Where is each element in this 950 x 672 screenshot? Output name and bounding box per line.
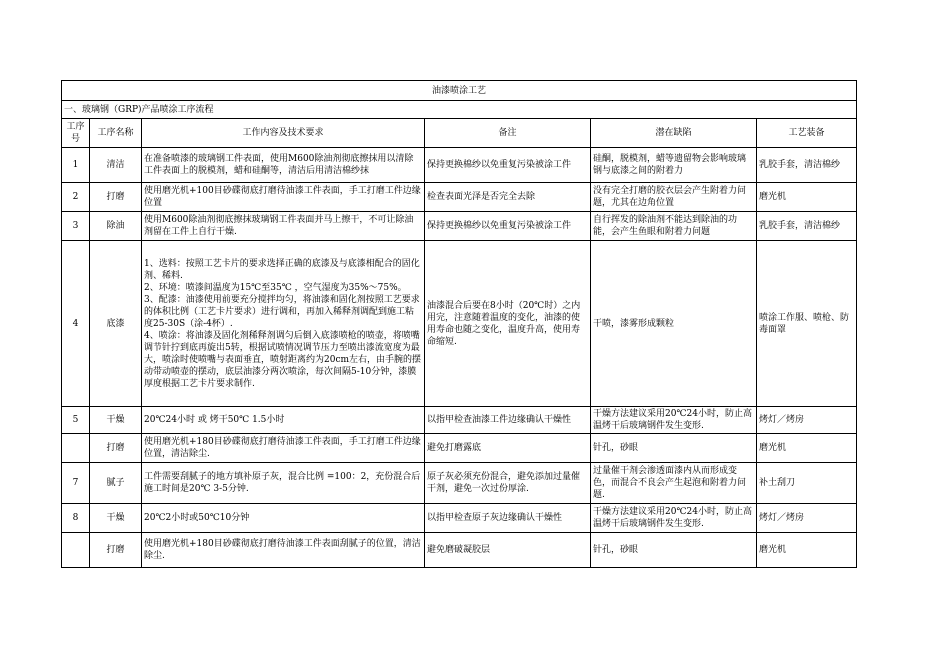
content-line: 20℃24小时 或 烤干50℃ 1.5小时: [144, 415, 285, 425]
step-note: 油漆混合后要在8小时（20℃时）之内用完，注意随着温度的变化，油漆的使用寿命也随之变化，温度升高，使用寿命缩短.: [425, 241, 591, 407]
step-equipment: 磨光机: [757, 183, 857, 212]
header-row: [62, 119, 857, 148]
content-line: 20℃2小时或50℃10分钟: [144, 513, 250, 523]
step-number: [62, 434, 90, 463]
content-line: 工件需要刮腻子的地方填补原子灰，混合比例 =100：2，充份混合后施工时间是20℃ 3-5分钟.: [144, 472, 421, 494]
step-equipment: 乳胶手套，清洁棉纱: [757, 148, 857, 183]
step-note: 保持更换棉纱以免重复污染被涂工件: [425, 148, 591, 183]
table-row: [62, 212, 857, 241]
step-defect: 干喷，漆雾形成颗粒: [591, 241, 757, 407]
step-content: [142, 434, 425, 463]
table-row: [62, 533, 857, 568]
step-number: 2: [62, 183, 90, 212]
step-content: [142, 533, 425, 568]
content-line: 使用M600除油剂彻底擦抹玻璃钢工件表面并马上擦干，不可让除油剂留在工件上自行干燥.: [144, 215, 414, 237]
page-title: 油漆喷涂工艺: [62, 81, 857, 101]
content-line: 4、喷涂：将油漆及固化剂稀释剂调匀后倒入底漆喷枪的喷壶，将喷嘴调节针拧到底再旋出5转，根据试喷情况调节压力至喷出漆流宽度为最大，喷涂时使喷嘴与表面垂直，喷射距离约为20cm左右，由手腕的摆动带动喷壶的摆动，底层油漆分两次喷涂，每次间隔5-10分钟，漆膜厚度根据工艺卡片要求制作.: [144, 330, 422, 389]
content-line: 使用磨光机+100目砂碟彻底打磨待油漆工件表面，手工打磨工件边缘位置: [144, 186, 421, 208]
step-name: 干燥: [90, 407, 142, 434]
step-number: 4: [62, 241, 90, 407]
table-row: [62, 434, 857, 463]
step-note: 以指甲检查油漆工件边缘确认干燥性: [425, 407, 591, 434]
header-content: 工作内容及技术要求: [142, 119, 425, 148]
step-equipment: 磨光机: [757, 434, 857, 463]
content-line: 使用磨光机+180目砂碟彻底打磨待油漆工件表面，手工打磨工件边缘位置，清洁除尘.: [144, 437, 421, 459]
step-number: 8: [62, 504, 90, 533]
step-note: 避免打磨露底: [425, 434, 591, 463]
step-number: 1: [62, 148, 90, 183]
step-name: 腻子: [90, 463, 142, 504]
step-defect: 针孔，砂眼: [591, 533, 757, 568]
step-equipment: 烤灯／烤房: [757, 504, 857, 533]
step-note: 保持更换棉纱以免重复污染被涂工件: [425, 212, 591, 241]
header-equip: 工艺装备: [757, 119, 857, 148]
step-equipment: 乳胶手套，清洁棉纱: [757, 212, 857, 241]
content-line: 在准备喷漆的玻璃钢工件表面，使用M600除油剂彻底擦抹用以清除工件表面上的脱模剂，蜡和硅酮等，清洁后用清洁棉纱抹: [144, 154, 414, 176]
step-content: [142, 183, 425, 212]
step-content: [142, 504, 425, 533]
step-equipment: 补土刮刀: [757, 463, 857, 504]
header-defect: 潜在缺陷: [591, 119, 757, 148]
step-defect: 针孔，砂眼: [591, 434, 757, 463]
table-row: [62, 463, 857, 504]
step-note: 原子灰必须充份混合，避免添加过量催干剂，避免一次过份厚涂.: [425, 463, 591, 504]
step-defect: 过量催干剂会渗透面漆内从而形成变色，而混合不良会产生起泡和附着力问题.: [591, 463, 757, 504]
step-note: 以指甲检查原子灰边缘确认干燥性: [425, 504, 591, 533]
header-no: 工序号: [62, 119, 90, 148]
step-name: 清洁: [90, 148, 142, 183]
step-name: 底漆: [90, 241, 142, 407]
content-line: 3、配漆：油漆使用前要充分搅拌均匀，将油漆和固化剂按照工艺要求的体积比例（工艺卡片要求）进行调和，再加入稀释剂调配到施工粘度25-30S（涂-4杯）.: [144, 294, 420, 329]
step-content: [142, 407, 425, 434]
content-line: 使用磨光机+180目砂碟彻底打磨待油漆工件表面刮腻子的位置，清洁除尘.: [144, 539, 421, 561]
step-content: [142, 212, 425, 241]
section-heading: 一、玻璃钢（GRP)产品喷涂工序流程: [62, 101, 857, 119]
step-content: [142, 463, 425, 504]
content-line: 2、环境：喷漆间温度为15℃至35℃ ，空气湿度为35%～75%。: [144, 282, 407, 293]
step-content: [142, 148, 425, 183]
process-table: [61, 80, 857, 568]
step-name: 打磨: [90, 183, 142, 212]
step-defect: 自行挥发的除油剂不能达到除油的功能，会产生鱼眼和附着力问题: [591, 212, 757, 241]
table-row: [62, 183, 857, 212]
step-number: 3: [62, 212, 90, 241]
header-name: 工序名称: [90, 119, 142, 148]
step-number: 7: [62, 463, 90, 504]
step-defect: 硅酮，脱模剂，蜡等遗留物会影响玻璃钢与底漆之间的附着力: [591, 148, 757, 183]
step-note: 避免磨破凝胶层: [425, 533, 591, 568]
step-defect: 没有完全打磨的胶衣层会产生附着力问题，尤其在边角位置: [591, 183, 757, 212]
header-note: 备注: [425, 119, 591, 148]
step-number: 5: [62, 407, 90, 434]
table-row: [62, 148, 857, 183]
step-equipment: 磨光机: [757, 533, 857, 568]
table-row: [62, 504, 857, 533]
content-line: 1、选料：按照工艺卡片的要求选择正确的底漆及与底漆相配合的固化剂、稀料.: [144, 258, 420, 281]
table-row: [62, 241, 857, 407]
step-equipment: 喷涂工作服、喷枪、防毒面罩: [757, 241, 857, 407]
step-name: 打磨: [90, 434, 142, 463]
step-defect: 干燥方法建议采用20℃24小时，防止高温烤干后玻璃钢件发生变形.: [591, 407, 757, 434]
step-number: [62, 533, 90, 568]
step-note: 检查表面光泽是否完全去除: [425, 183, 591, 212]
step-equipment: 烤灯／烤房: [757, 407, 857, 434]
step-name: 打磨: [90, 533, 142, 568]
step-name: 除油: [90, 212, 142, 241]
step-defect: 干燥方法建议采用20℃24小时，防止高温烤干后玻璃钢件发生变形.: [591, 504, 757, 533]
step-name: 干燥: [90, 504, 142, 533]
step-content: [142, 241, 425, 407]
table-row: [62, 407, 857, 434]
